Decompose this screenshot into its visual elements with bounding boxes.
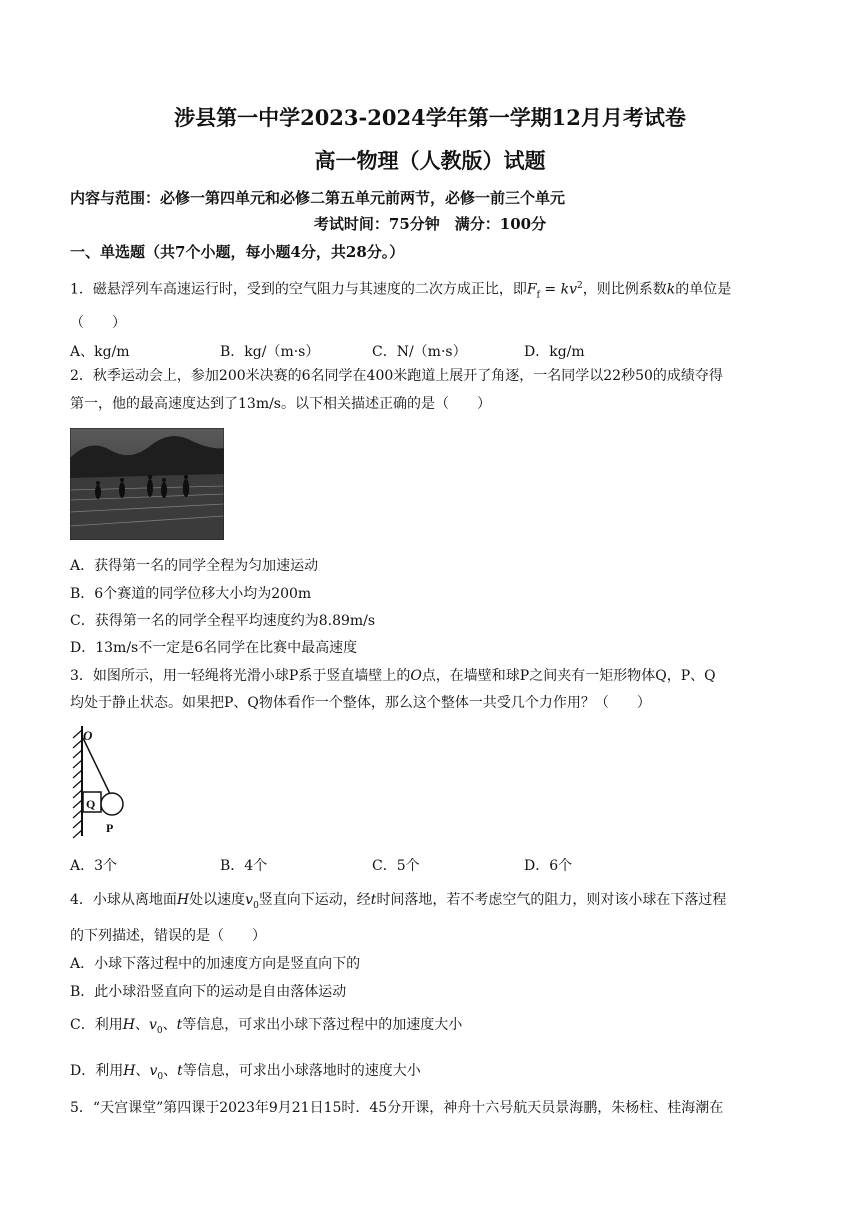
separator: 、 <box>163 1063 178 1079</box>
q1-option-a[interactable]: A、kg/m <box>70 344 130 360</box>
symbol-v-sub: 0 <box>157 1071 164 1082</box>
question-3-stem-line1 <box>70 666 716 686</box>
symbol-H: H <box>123 1063 136 1079</box>
exam-info: 考试时间：75分钟 满分：100分 <box>313 215 547 233</box>
q4d-text-b: 等信息，可求出小球落地时的速度大小 <box>182 1063 421 1079</box>
symbol-v-sub: 0 <box>253 900 259 911</box>
question-1-stem <box>70 276 731 305</box>
question-5-stem-line1: 5．“天宫课堂”第四课于2023年9月21日15时．45分开课，神舟十六号航天员景海鹏，朱杨柱、桂海潮在 <box>70 1100 724 1116</box>
separator: 、 <box>162 1017 177 1033</box>
symbol-v: v <box>149 1063 158 1079</box>
q4c-text-a: C．利用 <box>70 1017 123 1033</box>
q2-option-b[interactable]: B．6个赛道的同学位移大小均为200m <box>70 586 312 602</box>
symbol-k: k <box>666 281 676 298</box>
question-4-stem-line2: 的下列描述，错误的是（ ） <box>70 928 266 944</box>
question-2-stem-line2: 第一，他的最高速度达到了13m/s。以下相关描述正确的是（ ） <box>70 396 491 412</box>
question-3-stem-line2: 均处于静止状态。如果把P、Q物体看作一个整体，那么这个整体一共受几个力作用？（ ） <box>70 695 651 711</box>
q3-text-b: 点，在墙壁和球P之间夹有一矩形物体Q，P、Q <box>421 668 716 684</box>
q3-option-a[interactable]: A．3个 <box>70 858 118 874</box>
q4-text-c: 竖直向下运动，经 <box>258 892 371 908</box>
wall-ball-diagram <box>68 724 130 840</box>
separator: 、 <box>135 1063 150 1079</box>
q1-option-b[interactable]: B．kg/（m·s） <box>220 344 320 360</box>
q4-text-a: 4．小球从离地面 <box>70 892 177 908</box>
formula-F: F <box>526 281 537 298</box>
exam-subtitle: 高一物理（人教版）试题 <box>314 148 546 173</box>
separator: 、 <box>134 1017 149 1033</box>
q4-option-c[interactable] <box>70 1015 462 1041</box>
symbol-t: t <box>176 1017 183 1033</box>
question-1-paren: （ ） <box>70 315 126 331</box>
section-heading: 一、单选题（共7个小题，每小题4分，共28分。） <box>70 243 405 261</box>
q4d-text-a: D．利用 <box>70 1063 124 1079</box>
q3-option-c[interactable]: C．5个 <box>372 858 420 874</box>
formula-exponent: 2 <box>577 281 583 291</box>
symbol-v-sub: 0 <box>156 1025 163 1036</box>
q4-option-d[interactable] <box>70 1061 421 1087</box>
symbol-H: H <box>176 892 190 908</box>
symbol-v: v <box>245 892 254 908</box>
q4-option-a[interactable]: A．小球下落过程中的加速度方向是竖直向下的 <box>70 956 361 972</box>
label-O: O <box>83 728 93 743</box>
q1-text-b: ，则比例系数 <box>582 281 667 298</box>
q4-option-b[interactable]: B．此小球沿竖直向下的运动是自由落体运动 <box>70 984 347 1000</box>
question-2-stem-line1: 2．秋季运动会上，参加200米决赛的6名同学在400米跑道上展开了角逐，一名同学以22秒50的成绩夺得 <box>70 368 723 384</box>
q1-option-d[interactable]: D．kg/m <box>524 344 585 360</box>
race-photo <box>70 428 224 540</box>
q3-option-d[interactable]: D．6个 <box>524 858 573 874</box>
q4-text-b: 处以速度 <box>189 892 246 908</box>
question-4-stem-line1 <box>70 890 726 916</box>
q1-text: 1．磁悬浮列车高速运行时，受到的空气阻力与其速度的二次方成正比，即 <box>70 281 527 298</box>
label-Q: Q <box>86 797 96 811</box>
symbol-v: v <box>148 1017 157 1033</box>
symbol-t: t <box>177 1063 183 1079</box>
q4c-text-b: 等信息，可求出小球下落过程中的加速度大小 <box>182 1017 463 1033</box>
q4-text-d: 时间落地，若不考虑空气的阻力，则对该小球在下落过程 <box>376 892 727 908</box>
q2-option-a[interactable]: A．获得第一名的同学全程为匀加速运动 <box>70 558 319 574</box>
label-P: P <box>106 821 114 835</box>
q3-option-b[interactable]: B．4个 <box>220 858 268 874</box>
q2-option-c[interactable]: C．获得第一名的同学全程平均速度约为8.89m/s <box>70 613 376 629</box>
formula-rhs: = kv <box>539 281 577 298</box>
q1-text-c: 的单位是 <box>675 281 732 298</box>
exam-title: 涉县第一中学2023-2024学年第一学期12月月考试卷 <box>174 105 686 130</box>
formula-sub-f: f <box>536 290 540 301</box>
symbol-H: H <box>122 1017 135 1033</box>
symbol-t: t <box>370 892 377 908</box>
q3-text-a: 3．如图所示，用一轻绳将光滑小球P系于竖直墙壁上的 <box>70 668 411 684</box>
exam-scope: 内容与范围：必修一第四单元和必修二第五单元前两节，必修一前三个单元 <box>70 189 566 207</box>
q2-option-d[interactable]: D．13m/s不一定是6名同学在比赛中最高速度 <box>70 640 358 656</box>
q1-option-c[interactable]: C．N/（m·s） <box>372 344 467 360</box>
symbol-O: O <box>410 668 422 684</box>
